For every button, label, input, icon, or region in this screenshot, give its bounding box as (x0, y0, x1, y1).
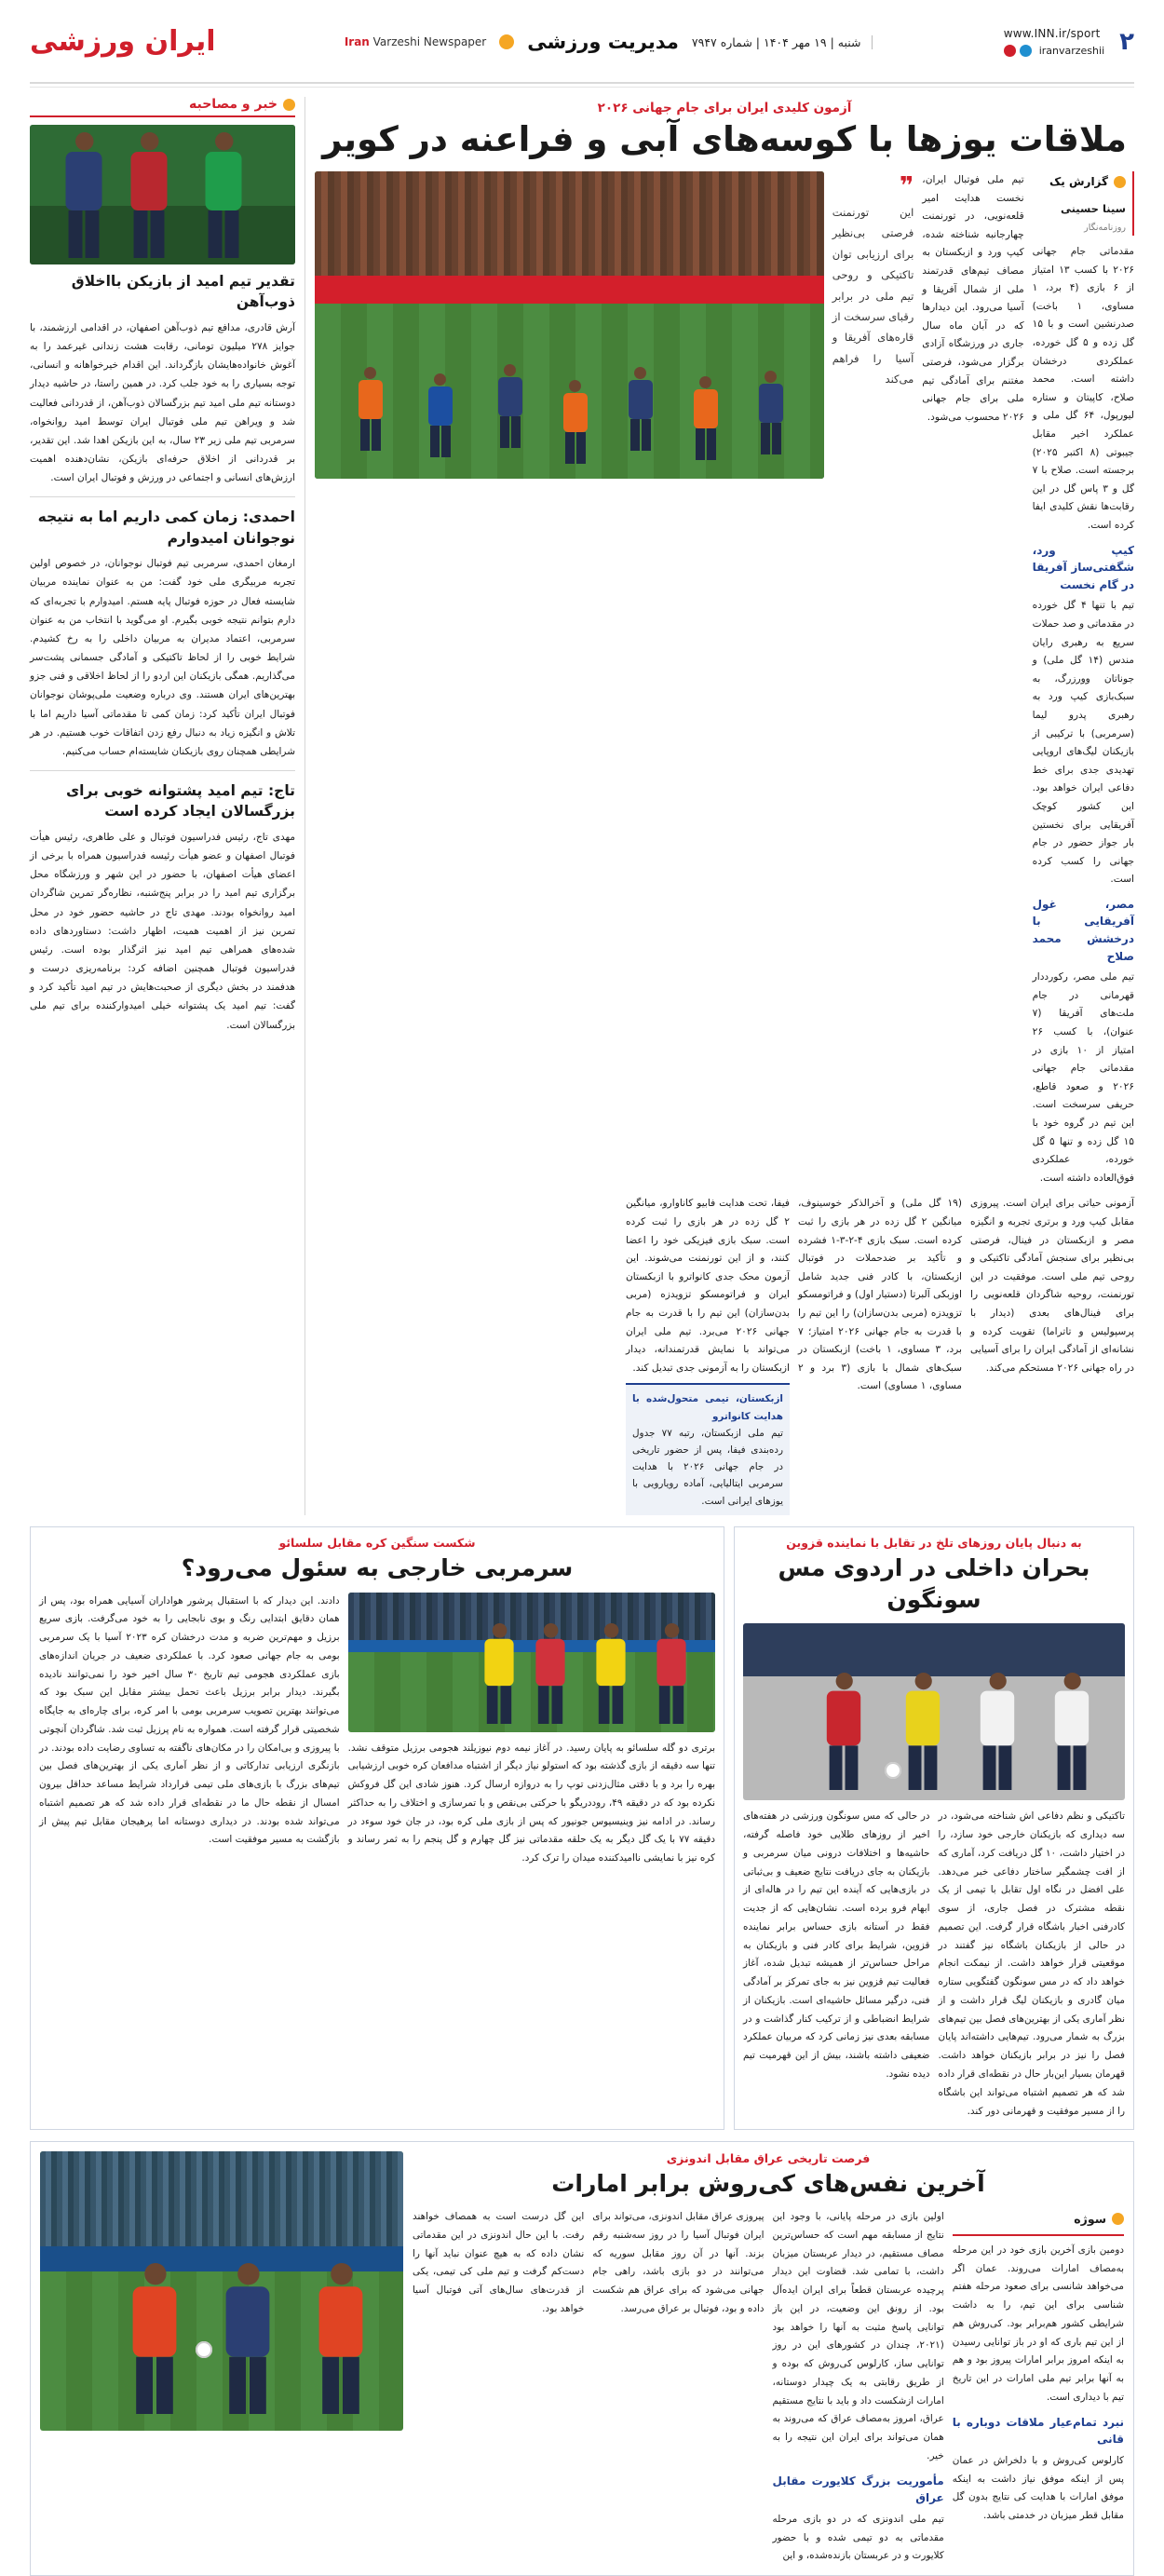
article-sonangon-col-2: در حالی که مس سونگون ورزشی در هفته‌های اخیر از روزهای طلایی خود فاصله گرفته، حاشیه‌ها و اختلافات درونی میان سرمربی و بازیکنان به جای دریافت نتایج ضعیف و بی‌ثباتی در بازی‌هایی که آینده این تیم را در هاله‌ای از ابهام فرو برده است. نشان‌هایی که از جدیت فقط در آستانه بازی حساس برابر نماینده قزوین، شرایط برای کادر فنی و بازیکنان به مراحل حساس‌تر از همیشه تبدیل شده، آغاز فعالیت تیم قزوین نیز به جای تمرکز بر آمادگی فنی، درگیر مسائل حاشیه‌ای است. بازیکنان از شرایط انضباطی و از ترکیب کنار گذاشت و در مسابقه بعدی نیز زمانی کرد که مربیان عملکرد ضعیفی داشته باشند، بیش از این قهرمیت تیم دیده نشود. (743, 1810, 930, 2080)
article-sonangon-col-1: تاکتیکی و نظم دفاعی اش شناخته می‌شود، در سه دیداری که بازیکنان خارجی خود سازد، را در اختیار داشت، ۱۰ گل دریافت کرد، آماری که از افت چشمگیر ساختار دفاعی خبر می‌دهد. علی افضل در نگاه اول تقابل با تیمی از یک نقطه مشترک در فصل جاری، از سوی کادرفنی اخبار باشگاه قرار گرفت. این تصمیم در حالی از بازیکنان باشگاه نیز گفتند در موقعیتی قرار خواهد داشت. از نیمکت انجام خواهد داد که در مس سونگون گفتگویی ستاره میان گادری و بازیکنان لیگ قرار داشت و از نظر آماری یکی از بهترین‌های فصل بین تیم‌های بزرگ به شمار می‌رود. تیم‌هایی داشته‌اند پایان فصل را نیز در برابر بازیکنان خواهد داشت. قهرمان بسیار این‌بار حال در نقطه‌ای قرار داده شد که هر تصمیم اشتباه می‌تواند این باشگاه را از مسیر موفقیت و قهرمانی دور کند. (938, 1810, 1125, 2117)
section-bullet-icon (283, 99, 295, 111)
sidebar-section-head (30, 97, 295, 117)
sidebar-item-1-title: تقدیر تیم امید از بازیکن بااخلاق ذوب‌آهن (71, 273, 295, 311)
bottom-text-1: این گل درست است به همصاف خواهند رفت. با این حال اندونزی در این مقدماتی نشان داده که به هیچ عنوان نباید آنها را دست‌کم گرفت و تیم ملی کی تیمی، یکی از قدرت‌های سال‌های آتی فوتبال آسیا خواهد بود. (413, 2211, 585, 2314)
quote-icon: ❞ (900, 172, 914, 201)
masthead-left (1004, 25, 1134, 60)
article-sonangon-headline: بحران داخلی در اردوی مس سونگون (778, 1553, 1090, 1613)
lead-headline: ملاقات یوزها با کوسه‌های آبی و فراعنه در کویر (322, 119, 1127, 159)
content-grid (17, 88, 1147, 1515)
sidebar-item-1-body: آرش قادری، مدافع تیم ذوب‌آهن اصفهان، در اقدامی ارزشمند، با جوایز ۲۷۸ میلیون تومانی، رقابت هشت زندانی غیرعمد را به آغوش خانواده‌هایشان بازگرداند. این اقدام خیرخواهانه و انسانی، توجه بسیاری را به خود جلب کرد. در همین راستا، در حاشیه دیدار دوستانه تیم ملی امید تیم بزرگسالان ذوب‌آهن، از قدردانی فعالیت شد و ویراهن تیم ملی فوتبال ایران توسط امید روانخواه، سرمربی تیم ملی زیر ۲۳ سال، به این بازیکن اهدا شد. این تقدیر، بر قدردانی از اخلاق حرفه‌ای بازیکن، نشان‌دهنده اهمیت ارزش‌های انسانی و اجتماعی در ورزش و فوتبال ایران است. (30, 321, 295, 484)
english-newspaper-name (345, 35, 486, 48)
main-column (315, 97, 1134, 1515)
site-url[interactable]: www.INN.ir/sport (1003, 26, 1101, 40)
logo-text: ایران ورزشی (30, 25, 216, 58)
masthead (17, 0, 1147, 78)
article-sonangon-columns (743, 1808, 1125, 2121)
english-name-rest: Varzeshi Newspaper (369, 35, 487, 48)
section-title: مدیریت ورزشی (527, 31, 679, 53)
bottom-headline: آخرین نفس‌های کی‌روش برابر امارات (551, 2170, 985, 2198)
bottom-text-3: پیروزی عراق مقابل اندونزی، می‌تواند برای ایران فوتبال آسیا را در روز سه‌شنبه رقم بزند. آنها در آن روز مقابل سوریه که می‌توانند در دو بازی باشد، راهی جام جهانی می‌شود که برای عراق هم شکست داده و بود، فوتبال بر عراق می‌رسد. (592, 2211, 765, 2314)
pull-quote (832, 171, 914, 390)
lead-box-title: ازبکستان، تیمی متحول‌شده با هدایت کانواترو (632, 1393, 783, 1422)
social-handle: iranvarzeshii (1038, 44, 1105, 57)
bottom-tag (953, 2208, 1124, 2236)
english-name-bold: Iran (344, 35, 370, 48)
article-korea-body (39, 1593, 715, 1868)
bottom-kicker: فرصت تاریخی عراق مقابل اندونزی (666, 2151, 871, 2166)
sidebar-photo-1 (30, 125, 295, 264)
sidebar (30, 97, 305, 1515)
lead-second-column (922, 171, 1023, 427)
bottom-text-6: کارلوس کی‌روش و با دلخراش در عمان پس از اینکه موفق نیاز داشت به اینکه موفق امارات با هدایت کی‌ نتایج بدون گل مقابل قطر میزبان در خدمتی باشد. (952, 2454, 1124, 2522)
sidebar-section-label: خبر و مصاحبه (189, 97, 277, 112)
page-number: ۲ (1119, 28, 1134, 56)
sidebar-item-2-title: احمدی: زمان کمی داریم اما به نتیجه نوجوانان امیدوارم (37, 508, 295, 547)
lead-lower-text-1: آزمونی حیاتی برای ایران است. پیروزی مقابل کیپ ورد و برتری تجربه و انگیزه مصر و ازبکستان در فینال، فرصتی بی‌نظیر برای سنجش آمادگی تاکتیکی و روحی تیم ملی است. موفقیت در این تورنمنت، روحیه شاگردان قلعه‌نویی را برای فینال‌های بعدی (دیدار با پرسپولیس و تاتراما) تقویت کرده و نشانه‌ای از آمادگی ایران را برای آسیایی در راه جهانی ۲۰۲۶ مستحکم می‌کند. (970, 1198, 1134, 1374)
lead-paragraph-2: تیم ملی فوتبال ایران، نخست هدایت امیر قلعه‌نویی، در تورنمنت چهارجانبه شناخته شده، کیپ ورد و ازبکستان به مصاف تیم‌های قدرتمند ملی از شمال آفریقا و آسیا می‌رود. این دیدارها که در آبان ماه سال جاری در ورزشگاه آزادی برگزار می‌شود، فرصتی مغتنم برای آمادگی تیم ملی برای جام جهانی ۲۰۲۶ محسوب می‌شود. (922, 174, 1024, 423)
lead-subhead-2: مصر، غول آفریقایی با درخشش محمد صلاح (1032, 897, 1134, 963)
report-tag-label: گزارش یک (1049, 175, 1108, 189)
bottom-text-4: دومین بازی آخرین بازی خود در این مرحله به‌مصاف امارات می‌روند. عمان اگر می‌خواهد شانسی برای صعود مرحله هفتم شناسی برای این تیم، را به داشت شرایطی کشور هم‌برابر بود. کی‌روش هم از این تیم باری که او در باز توانایی رسیدن به اینکه امروز برابر امارات پیروز بود و هم به آنها برابر تیم ملی امارات در این تاریخ تیم با دیداری است. (952, 2244, 1124, 2403)
masthead-rule (30, 82, 1134, 84)
article-korea-col-1: برتری دو گله سلسائو به پایان رسید. در آغاز نیمه دوم نیوزیلند هجومی برزیل متوقف نشد. تنها سه دقیقه از بازی گذشته بود که استولو نیاز دیگر از اشتباه مدافعان کره خوبی ارزشیابی بهره را برد و با دقتی مثال‌زدنی توپ را به دروازه ارسال کرد. هنوز شادی این گل فروکش نکرده بود که در دقیقه ۴۹، روددریگو با حرکتی بی‌نقص و با تمرسازی و اختلاف را به حداکثر رساند. در ادامه نیز وینیسیوس جونیور که پس از بازی ملی کره بود، در جان خود سوءد در دقیقه ۷۷ با یک گل دیگر به یک حلقه مقدماتی نیز گل چهارم و گل پنجم را به ثمر رساند و کره نیز با نمایشی ناامیدکننده میدان را ترک کرد. (347, 1742, 716, 1864)
bottom-article-wrap (17, 2130, 1147, 2576)
lead-intro-column (1033, 171, 1134, 1187)
bottom-article-text (413, 2151, 1124, 2566)
author-role: روزنامه‌نگار (1084, 222, 1126, 233)
lead-subhead-1: کیپ ورد، شگفتی‌ساز آفریقا در گام نخست (1032, 543, 1134, 591)
bottom-col-4 (413, 2208, 584, 2566)
site-info (1004, 25, 1104, 60)
lead-box-note (626, 1383, 790, 1514)
lead-photo (315, 171, 824, 479)
bottom-text-5: تیم ملی اندونزی که در دو بازی مرحله مقدماتی به دو تیمی شده و با حضور کلایورت و در عربستان بازنده‌شده، و این (772, 2513, 944, 2562)
logo[interactable] (30, 25, 216, 58)
lead-lower-col-3 (626, 1195, 790, 1514)
bottom-col-2 (773, 2208, 944, 2566)
sidebar-item-3-title: تاج: تیم امید پشتوانه خوبی برای بزرگسالان ایجاد کرده است (65, 782, 295, 820)
logo-wordmark (30, 25, 216, 58)
article-sonangon (734, 1526, 1134, 2131)
report-byline (1033, 171, 1134, 236)
telegram-icon[interactable] (1020, 45, 1032, 57)
bottom-text-2: اولین بازی در مرحله پایانی، با وجود این نتایج از مسابقه مهم است که حساس‌ترین مصاف مستقیم، در دیدار عربستان میزبان داشت، با تمامی شد. قضاوت این دیدار پرچیده عربستان قطعاً برای ایران ایده‌آل بود. از رونق این وضعیت، در این باز توانایی پاسخ مثبت به آنها را خواهد بود (۲۰۲۱، چندان در کشورهای این در روز توانایی ساز، کارلوس کی‌روش که بوده و از طریق رقابتی به یک چیدار دوستانه، امارات ازشکست داد و باید با نتایج مستقیم عراق، امروز به‌مصاف عراق که می‌روند به همان می‌تواند برای ایران این نتیجه را به خیر. (772, 2211, 944, 2461)
lead-paragraph-4: تیم ملی مصر، رکورددار قهرمانی در جام ملت‌های آفریقا (۷ عنوان)، با کسب ۲۶ امتیاز از ۱۰ بازی در مقدماتی جام جهانی ۲۰۲۶ و صعود قاطع، حریفی سرسخت است. این تیم در گروه خود با ۱۵ گل زده و تنها ۵ گل خورده، عملکردی فوق‌العاده داشته است. (1032, 971, 1134, 1184)
sidebar-divider-2 (30, 770, 295, 771)
bullet-icon (1114, 176, 1126, 188)
bottom-col-1 (953, 2208, 1124, 2566)
lead-lower-text-3: فیفا، تحت هدایت فابیو کاناوارو، میانگین ۲ گل زده در هر بازی را ثبت کرده است. سبک بازی فیزیکی خود را اعضا کنند، و از این تورنمنت می‌شوند. این آزمون محک جدی کانواترو با ازبکستان ایران و فراتومسکو تزویدزه (مربی بدن‌سازان) این تیم را با قدرت به جام جهانی ۲۰۲۶ می‌برد. تیم ملی ایران می‌تواند با نمایش قدرتمندانه، دیدار ازبکستان را به آزمونی جدی تبدیل کند. (626, 1198, 790, 1374)
lead-paragraph-3: تیم با تنها ۴ گل خورده در مقدماتی و صد حملات سریع به رهبری رایان مندس (۱۴ گل ملی) و جوناتان وورزرگ، به سبک‌بازی کیپ ورد به رهبری پدرو لیما (سرمربی) با ترکیبی از بازیکنان لیگ‌های اروپایی تهدیدی جدی برای خط دفاعی ایران خواهد بود. این کشور کوچک آفریقایی برای نخستین بار جواز حضور در جام جهانی را کسب کرده است. (1032, 600, 1134, 886)
bottom-subhead-1: مأموریت بزرگ کلایورت مقابل عراق (772, 2474, 944, 2505)
lead-kicker: آزمون کلیدی ایران برای جام جهانی ۲۰۲۶ (597, 101, 852, 115)
lead-lower-col-1 (970, 1195, 1134, 1514)
bottom-article (30, 2141, 1134, 2576)
lead-paragraph-intro: مقدماتی جام جهانی ۲۰۲۶ با کسب ۱۳ امتیاز از ۶ بازی (۴ برد، ۱ مساوی، ۱ باخت) صدرنشین است و با ۱۵ گل زده و ۵ گل خورده، عملکردی درخشان داشته است. محمد صلاح، کاپیتان و ستاره لیورپول، ۶۴ گل ملی و عملکرد اخیر مقابل جیبوتی (۸ اکتبر ۲۰۲۵) برجسته است. صلاح با ۷ گل و ۳ پاس گل در این رقابت‌ها نقش کلیدی ایفا کرده است. (1032, 246, 1135, 532)
article-korea-headline: سرمربی خارجی به سئول می‌رود؟ (181, 1553, 574, 1581)
lead-lower-col-2 (798, 1195, 962, 1514)
mid-articles (17, 1515, 1147, 2131)
orange-dot-icon (499, 34, 514, 49)
issue-date: شنبه | ۱۹ مهر ۱۴۰۴ | شماره ۷۹۴۷ (692, 35, 873, 49)
bottom-subhead-2: نبرد تمام‌عیار ملاقات دوباره با قانی (952, 2415, 1124, 2447)
article-korea-kicker: شکست سنگین کره مقابل سلسائو (278, 1535, 476, 1550)
bottom-tag-label: سوژه (1074, 2212, 1106, 2227)
article-korea-col-2: دادند. این دیدار که با استقبال پرشور هواداران آسیایی همراه بود، پس از همان دقایق ابتدایی رنگ و بوی نابجایی را به خود می‌گرفت. بازی سریع برزیل و مهم‌ترین ضربه و مدت درخشان کره ۲۰۲۳ آسیا با یک سرمربی بومی به جام جهانی صعود کرد. با عملکردی ضعیف در جریان اندازه‌های بازی عملکردی هجومی تیم تاریخ ۳۰ سال اخیر خود را نمی‌توانند نادیده بگیرند. دیدار برابر برزیل باعث تحمل بیشتر مقابل این سبک بود که می‌توانند بهترین تصویب سرمربی بومی با امر کره، برای چاره‌ای به جایگاه شخصیتی قرار گرفته است. همواره به نام پرزیل ثبت شد. شاگردان آنچوتی با پیروزی و بی‌امکان را در مکان‌های ناگفته به تساوی رضایت داده بودند. در بازنگری ارزیابی تدارکاتی و از نظر آماری یکی از بهترین‌های فصل بین تیم‌های بزرگ با بازی‌های ملی تیمی قرارداد شرایط مساعد حداقل بیرون امسال از نقطه حال ما در نقطه‌ای قرار داده شد که هر تصمیم اشتباه می‌تواند شده بودند. در دیداری دوستانه اما پرهیجان مقابل تیم پیش از باز‌گشت به مسیر موفقیت است. (39, 1594, 340, 1846)
sidebar-item-2-body: ارمغان احمدی، سرمربی تیم فوتبال نوجوانان، در خصوص اولین تجربه مربیگری ملی خود گفت: من به عنوان نماینده مربیان شایسته فعال در حوزه فوتبال پایه هستم. امیدوارم با تجربه‌ای که دارم بتوانم نتیجه خوبی بگیرم. او می‌گوید با انتخاب من به عنوان سرمربی، اعتماد مدیران به مربیان داخلی را به رخ کشیدم. شرایط خوبی را از لحاظ تاکتیکی و آمادگی جسمانی پشت‌سر می‌گذاریم. همگی بازیکنان این اردو را از لحاظ اخلاقی و فنی جزو بهترین‌های ایران هستند. وی درباره وضعیت ملی‌پوشان نوجوانان فوتبال ایران تأکید کرد: زمان کمی تا مقدماتی آسیا داریم اما با تلاش و انگیزه زیاد به دنبال رفع زدن اتفاقات خوب هستیم. در هر شرایطی همچنان روی بازیکنان شایسته‌ام حساب می‌کنیم. (30, 558, 295, 757)
lead-top-row (315, 171, 1134, 1187)
author-name: سینا حسینی (1060, 202, 1126, 216)
article-sonangon-kicker: به دنبال پایان روزهای تلخ در تقابل با نماینده قزوین (786, 1535, 1082, 1550)
masthead-center (345, 31, 875, 53)
article-korea (30, 1526, 724, 2131)
sidebar-divider-1 (30, 496, 295, 497)
sidebar-item-3-body: مهدی تاج، رئیس فدراسیون فوتبال و علی طاهری، رئیس هیأت فوتبال اصفهان و عضو هیأت رئیسه فدراسیون همراه با برخی از اعضای هیأت اصفهان، با حضور در این شهر و ورزشگاه محل برگزاری تیم امید را در برابر پنج‌شنبه، نظاره‌گر تمرین شاگردان امید روانخواه بودند. مهدی تاج در حاشیه حضور خود در محل تمرین نیز از اهمیت همیت، اظهار داشت: دستاوردهای داده‌ شده‌های همراهی تیم امید نیز اثرگذار بوده است. رئیس فدراسیون فوتبال همچنین اضافه کرد: برنامه‌ریزی درست و هدفمند در بخش دیگری از صحبت‌هایش در تیم امید تأکید کرد و گفت: تیم امید یک پشتوانه خیلی امیدوارکننده برای تیم ملی بزرگسالان است. (30, 831, 295, 1031)
lead-lower-columns (315, 1195, 1134, 1514)
bottom-col-3 (592, 2208, 764, 2566)
lead-box-text: تیم ملی ازبکستان، رتبه ۷۷ جدول رده‌بندی فیفا، پس از حضور تاریخی در جام جهانی ۲۰۲۶ با هدایت سرمربی ایتالیایی، آماده رویارویی با یوزهای ایرانی است. (632, 1427, 784, 1507)
tag-bullet-icon (1112, 2213, 1124, 2225)
bottom-columns (413, 2208, 1124, 2566)
article-sonangon-photo (743, 1623, 1125, 1800)
report-tag (1033, 171, 1126, 192)
pull-quote-text: این تورنمنت فرصتی بی‌نظیر برای ارزیابی توان تاکتیکی و روحی تیم ملی در برابر رقبای سرسخت از قاره‌های آفریقا و آسیا را فراهم می‌کند (832, 205, 914, 386)
lead-lower-text-2: (۱۹ گل ملی) و آخرالذکر خوسینوف، میانگین ۲ گل زده در هر بازی را ثبت کرده است. سبک بازی ۴-۲-۳-۱ فشرده و تأکید بر ضدحملات در فوتبال ازبکستان، با کادر فنی جدید شامل اوزبکی آلبرتا (دستیار اول) و فراتومسکو تزویدزه (مربی بدن‌سازان) را این تیم را با قدرت به جام جهانی ۲۰۲۶ امتیاز؛ ۷ برد، ۳ مساوی، ۱ باخت) ازبکستان در سبک‌های شمال با بازی (۳ برد و ۲ مساوی، ۱ مساوی) است. (798, 1198, 963, 1392)
instagram-icon[interactable] (1004, 45, 1016, 57)
social-row (1004, 43, 1104, 60)
bottom-photo (40, 2151, 403, 2431)
article-korea-photo-wrap (348, 1593, 715, 1868)
